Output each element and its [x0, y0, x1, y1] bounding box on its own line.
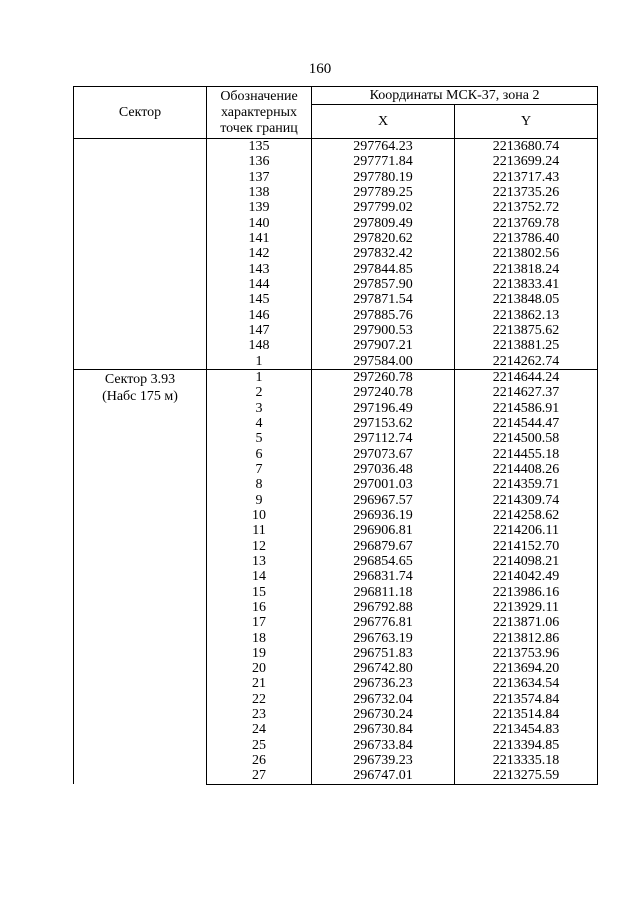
y-coordinate-cell: 2213786.40 — [455, 231, 598, 246]
point-number-cell: 12 — [207, 539, 312, 554]
table-body — [74, 139, 598, 785]
y-coordinate-cell: 2213871.06 — [455, 615, 598, 630]
x-coordinate-cell: 297240.78 — [312, 385, 455, 400]
sector-elevation: (Набс 175 м) — [102, 388, 178, 404]
table-header — [74, 87, 598, 139]
point-number-cell: 1 — [207, 354, 312, 370]
y-coordinate-cell: 2214359.71 — [455, 477, 598, 492]
point-number-cell: 22 — [207, 692, 312, 707]
point-number-cell: 21 — [207, 676, 312, 691]
table-row — [74, 369, 598, 385]
y-coordinate-cell: 2213929.11 — [455, 600, 598, 615]
point-number-cell: 4 — [207, 416, 312, 431]
x-coordinate-cell: 296879.67 — [312, 539, 455, 554]
x-coordinate-cell: 296739.23 — [312, 753, 455, 768]
y-coordinate-cell: 2213986.16 — [455, 585, 598, 600]
sector-name: Сектор 3.93 — [104, 371, 176, 387]
point-number-cell: 6 — [207, 447, 312, 462]
point-number-cell: 148 — [207, 338, 312, 353]
point-number-cell: 1 — [207, 369, 312, 385]
x-coordinate-cell: 296742.80 — [312, 661, 455, 676]
header-coordinates: Координаты МСК-37, зона 2 — [312, 87, 598, 105]
point-number-cell: 8 — [207, 477, 312, 492]
point-number-cell: 19 — [207, 646, 312, 661]
point-number-cell: 5 — [207, 431, 312, 446]
point-number-cell: 144 — [207, 277, 312, 292]
header-sector: Сектор — [74, 87, 207, 139]
page-number: 160 — [308, 61, 332, 77]
point-number-cell: 3 — [207, 401, 312, 416]
x-coordinate-cell: 296967.57 — [312, 493, 455, 508]
point-number-cell: 17 — [207, 615, 312, 630]
point-number-cell: 23 — [207, 707, 312, 722]
x-coordinate-cell: 297820.62 — [312, 231, 455, 246]
point-number-cell: 7 — [207, 462, 312, 477]
y-coordinate-cell: 2214455.18 — [455, 447, 598, 462]
x-coordinate-cell: 297764.23 — [312, 139, 455, 155]
x-coordinate-cell: 296763.19 — [312, 631, 455, 646]
x-coordinate-cell: 297196.49 — [312, 401, 455, 416]
x-coordinate-cell: 296811.18 — [312, 585, 455, 600]
y-coordinate-cell: 2213753.96 — [455, 646, 598, 661]
x-coordinate-cell: 297073.67 — [312, 447, 455, 462]
y-coordinate-cell: 2213680.74 — [455, 139, 598, 155]
x-coordinate-cell: 297799.02 — [312, 200, 455, 215]
header-x: X — [312, 105, 455, 139]
x-coordinate-cell: 296792.88 — [312, 600, 455, 615]
point-number-cell: 16 — [207, 600, 312, 615]
y-coordinate-cell: 2213717.43 — [455, 170, 598, 185]
x-coordinate-cell: 296936.19 — [312, 508, 455, 523]
y-coordinate-cell: 2214042.49 — [455, 569, 598, 584]
table-row — [74, 139, 598, 155]
x-coordinate-cell: 297832.42 — [312, 246, 455, 261]
y-coordinate-cell: 2213574.84 — [455, 692, 598, 707]
point-number-cell: 145 — [207, 292, 312, 307]
point-number-cell: 15 — [207, 585, 312, 600]
point-number-cell: 25 — [207, 738, 312, 753]
x-coordinate-cell: 297771.84 — [312, 154, 455, 169]
point-number-cell: 18 — [207, 631, 312, 646]
x-coordinate-cell: 297153.62 — [312, 416, 455, 431]
point-number-cell: 9 — [207, 493, 312, 508]
x-coordinate-cell: 296733.84 — [312, 738, 455, 753]
y-coordinate-cell: 2214262.74 — [455, 354, 598, 370]
x-coordinate-cell: 296747.01 — [312, 768, 455, 784]
point-number-cell: 24 — [207, 722, 312, 737]
y-coordinate-cell: 2214206.11 — [455, 523, 598, 538]
header-y: Y — [455, 105, 598, 139]
y-coordinate-cell: 2214098.21 — [455, 554, 598, 569]
x-coordinate-cell: 297001.03 — [312, 477, 455, 492]
point-number-cell: 139 — [207, 200, 312, 215]
point-number-cell: 138 — [207, 185, 312, 200]
x-coordinate-cell: 297857.90 — [312, 277, 455, 292]
point-number-cell: 135 — [207, 139, 312, 155]
point-number-cell: 13 — [207, 554, 312, 569]
point-number-cell: 26 — [207, 753, 312, 768]
point-number-cell: 2 — [207, 385, 312, 400]
x-coordinate-cell: 297112.74 — [312, 431, 455, 446]
x-coordinate-cell: 296732.04 — [312, 692, 455, 707]
point-number-cell: 143 — [207, 262, 312, 277]
x-coordinate-cell: 297260.78 — [312, 369, 455, 385]
y-coordinate-cell: 2213812.86 — [455, 631, 598, 646]
point-number-cell: 27 — [207, 768, 312, 784]
y-coordinate-cell: 2213454.83 — [455, 722, 598, 737]
y-coordinate-cell: 2213275.59 — [455, 768, 598, 784]
point-number-cell: 137 — [207, 170, 312, 185]
y-coordinate-cell: 2213769.78 — [455, 216, 598, 231]
x-coordinate-cell: 297885.76 — [312, 308, 455, 323]
x-coordinate-cell: 296776.81 — [312, 615, 455, 630]
x-coordinate-cell: 296831.74 — [312, 569, 455, 584]
point-number-cell: 142 — [207, 246, 312, 261]
point-number-cell: 10 — [207, 508, 312, 523]
x-coordinate-cell: 297844.85 — [312, 262, 455, 277]
y-coordinate-cell: 2213699.24 — [455, 154, 598, 169]
y-coordinate-cell: 2213862.13 — [455, 308, 598, 323]
y-coordinate-cell: 2213881.25 — [455, 338, 598, 353]
y-coordinate-cell: 2213833.41 — [455, 277, 598, 292]
x-coordinate-cell: 297789.25 — [312, 185, 455, 200]
y-coordinate-cell: 2213752.72 — [455, 200, 598, 215]
point-number-cell: 140 — [207, 216, 312, 231]
point-number-cell: 141 — [207, 231, 312, 246]
point-number-cell: 20 — [207, 661, 312, 676]
y-coordinate-cell: 2214500.58 — [455, 431, 598, 446]
header-designation: Обозначение характерных точек границ — [207, 87, 312, 139]
x-coordinate-cell: 296730.84 — [312, 722, 455, 737]
x-coordinate-cell: 297584.00 — [312, 354, 455, 370]
point-number-cell: 11 — [207, 523, 312, 538]
y-coordinate-cell: 2214152.70 — [455, 539, 598, 554]
y-coordinate-cell: 2213514.84 — [455, 707, 598, 722]
y-coordinate-cell: 2214258.62 — [455, 508, 598, 523]
point-number-cell: 14 — [207, 569, 312, 584]
x-coordinate-cell: 296730.24 — [312, 707, 455, 722]
y-coordinate-cell: 2213335.18 — [455, 753, 598, 768]
y-coordinate-cell: 2214408.26 — [455, 462, 598, 477]
x-coordinate-cell: 296736.23 — [312, 676, 455, 691]
x-coordinate-cell: 297900.53 — [312, 323, 455, 338]
x-coordinate-cell: 296751.83 — [312, 646, 455, 661]
sector-cell — [74, 139, 207, 370]
y-coordinate-cell: 2214309.74 — [455, 493, 598, 508]
sector-cell — [74, 369, 207, 784]
y-coordinate-cell: 2213735.26 — [455, 185, 598, 200]
y-coordinate-cell: 2214644.24 — [455, 369, 598, 385]
y-coordinate-cell: 2213694.20 — [455, 661, 598, 676]
y-coordinate-cell: 2214586.91 — [455, 401, 598, 416]
y-coordinate-cell: 2214627.37 — [455, 385, 598, 400]
point-number-cell: 147 — [207, 323, 312, 338]
x-coordinate-cell: 297871.54 — [312, 292, 455, 307]
x-coordinate-cell: 297036.48 — [312, 462, 455, 477]
coordinates-table — [73, 86, 598, 785]
y-coordinate-cell: 2214544.47 — [455, 416, 598, 431]
x-coordinate-cell: 297907.21 — [312, 338, 455, 353]
point-number-cell: 146 — [207, 308, 312, 323]
x-coordinate-cell: 296854.65 — [312, 554, 455, 569]
x-coordinate-cell: 296906.81 — [312, 523, 455, 538]
y-coordinate-cell: 2213394.85 — [455, 738, 598, 753]
point-number-cell: 136 — [207, 154, 312, 169]
x-coordinate-cell: 297809.49 — [312, 216, 455, 231]
y-coordinate-cell: 2213818.24 — [455, 262, 598, 277]
y-coordinate-cell: 2213802.56 — [455, 246, 598, 261]
y-coordinate-cell: 2213848.05 — [455, 292, 598, 307]
y-coordinate-cell: 2213634.54 — [455, 676, 598, 691]
y-coordinate-cell: 2213875.62 — [455, 323, 598, 338]
x-coordinate-cell: 297780.19 — [312, 170, 455, 185]
